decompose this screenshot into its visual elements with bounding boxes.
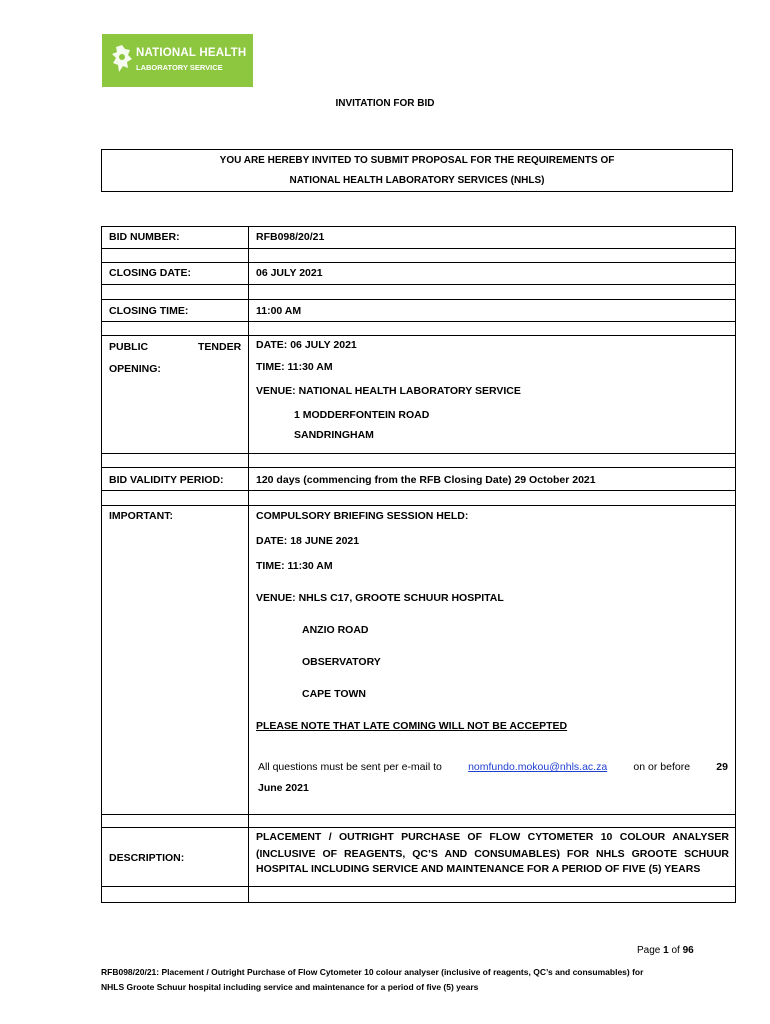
briefing-venue: VENUE: NHLS C17, GROOTE SCHUUR HOSPITAL <box>256 592 504 604</box>
opening-time: TIME: 11:30 AM <box>256 361 333 373</box>
closing-date-value: 06 JULY 2021 <box>256 267 323 279</box>
questions-prefix: All questions must be sent per e-mail to <box>258 761 442 773</box>
questions-month: June 2021 <box>258 782 309 794</box>
row-divider <box>101 284 736 285</box>
questions-line <box>258 761 728 773</box>
invitation-banner <box>101 149 733 192</box>
page-prefix: Page <box>637 945 661 956</box>
late-coming-notice: PLEASE NOTE THAT LATE COMING WILL NOT BE ACCEPTED <box>256 720 568 732</box>
opening-label-public: PUBLIC <box>109 341 149 353</box>
row-divider <box>101 490 736 491</box>
bid-number-value: RFB098/20/21 <box>256 231 325 243</box>
row-divider <box>101 453 736 454</box>
briefing-address-line-1: ANZIO ROAD <box>302 624 369 636</box>
banner-line-2: NATIONAL HEALTH LABORATORY SERVICES (NHLS) <box>289 175 545 186</box>
briefing-heading: COMPULSORY BRIEFING SESSION HELD: <box>256 510 469 522</box>
row-divider <box>101 814 736 815</box>
page-number <box>637 945 694 956</box>
row-divider <box>101 321 736 322</box>
row-divider <box>101 886 736 887</box>
description-line-3: HOSPITAL INCLUDING SERVICE AND MAINTENANCE FOR A PERIOD OF FIVE (5) YEARS <box>256 863 701 875</box>
row-divider <box>101 335 736 336</box>
footer-line-2: NHLS Groote Schuur hospital including service and maintenance for a period of five (5) years <box>101 982 479 992</box>
nhls-logo <box>102 34 253 87</box>
email-link[interactable]: nomfundo.mokou@nhls.ac.za <box>468 761 608 773</box>
briefing-date: DATE: 18 JUNE 2021 <box>256 535 360 547</box>
row-divider <box>101 299 736 300</box>
row-divider <box>101 248 736 249</box>
bid-number-label: BID NUMBER: <box>109 231 180 243</box>
opening-date: DATE: 06 JULY 2021 <box>256 339 357 351</box>
description-line-1: PLACEMENT / OUTRIGHT PURCHASE OF FLOW CYTOMETER 10 COLOUR ANALYSER <box>256 831 729 843</box>
row-divider <box>101 827 736 828</box>
opening-venue: VENUE: NATIONAL HEALTH LABORATORY SERVICE <box>256 385 521 397</box>
closing-time-label: CLOSING TIME: <box>109 305 189 317</box>
validity-value: 120 days (commencing from the RFB Closing Date) 29 October 2021 <box>256 474 596 486</box>
closing-time-value: 11:00 AM <box>256 305 302 317</box>
description-line-2: (INCLUSIVE OF REAGENTS, QC’S AND CONSUMABLES) FOR NHLS GROOTE SCHUUR <box>256 848 729 860</box>
row-divider <box>101 505 736 506</box>
opening-label-opening: OPENING: <box>109 363 161 375</box>
briefing-time: TIME: 11:30 AM <box>256 560 333 572</box>
briefing-address-line-3: CAPE TOWN <box>302 688 366 700</box>
validity-label: BID VALIDITY PERIOD: <box>109 474 224 486</box>
logo-line-1: NATIONAL HEALTH <box>136 47 247 59</box>
description-label: DESCRIPTION: <box>109 852 185 864</box>
questions-day: 29 <box>716 761 728 773</box>
table-column-divider <box>248 226 249 903</box>
page-total: 96 <box>682 945 694 956</box>
document-title: INVITATION FOR BID <box>335 98 435 109</box>
banner-line-1: YOU ARE HEREBY INVITED TO SUBMIT PROPOSAL FOR THE REQUIREMENTS OF <box>219 155 615 166</box>
row-divider <box>101 262 736 263</box>
page-of: of <box>671 945 680 956</box>
footer-line-1: RFB098/20/21: Placement / Outright Purchase of Flow Cytometer 10 colour analyser (inclusive of reagents, QC’s and consumables) for <box>101 967 644 977</box>
page-current: 1 <box>663 945 669 956</box>
closing-date-label: CLOSING DATE: <box>109 267 192 279</box>
table-border-right <box>735 226 736 903</box>
row-divider <box>101 902 736 903</box>
questions-mid: on or before <box>633 761 691 773</box>
opening-label-tender: TENDER <box>198 341 242 353</box>
table-border-left <box>101 226 102 903</box>
briefing-address-line-2: OBSERVATORY <box>302 656 381 668</box>
row-divider <box>101 226 736 227</box>
opening-address-line-1: 1 MODDERFONTEIN ROAD <box>294 409 430 421</box>
important-label: IMPORTANT: <box>109 510 173 522</box>
logo-line-2: LABORATORY SERVICE <box>136 63 223 72</box>
nhls-emblem-icon <box>110 44 134 76</box>
bid-details-table <box>101 226 736 903</box>
row-divider <box>101 467 736 468</box>
opening-address-line-2: SANDRINGHAM <box>294 429 374 441</box>
